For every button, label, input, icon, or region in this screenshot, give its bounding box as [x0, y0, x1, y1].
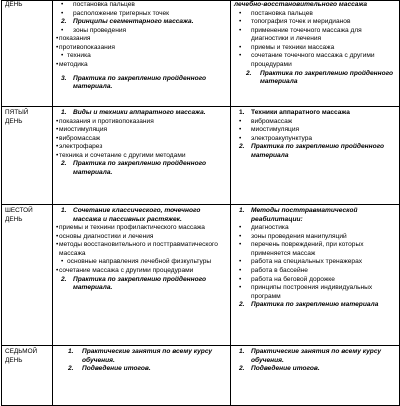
item-number: 2. — [68, 365, 74, 373]
numbered-item — [234, 143, 396, 160]
day-label: ПЯТЫЙ ДЕНЬ — [5, 109, 29, 125]
numbered-item — [234, 109, 396, 118]
numbered-item — [56, 276, 227, 293]
item-number: 1. — [239, 109, 245, 116]
list-item: • миостимуляция — [56, 126, 227, 135]
item-text: Подведение итогов. — [82, 365, 151, 373]
theory-cell — [53, 205, 231, 346]
day-cell — [2, 1, 53, 107]
numbered-item — [234, 70, 396, 87]
item-text: Практика по закреплению пройденного материала. — [73, 74, 207, 91]
list-item: • вибромассаж — [56, 135, 227, 144]
item-text: Методы посттравматической реабилитации: — [251, 207, 358, 223]
numbered-item — [56, 207, 227, 224]
day-cell — [2, 346, 53, 406]
item-text: Виды и техники аппаратного массажа. — [73, 109, 206, 116]
list-item: • электрофарез — [56, 143, 227, 152]
practice-cell — [231, 107, 400, 205]
list-item: • показания — [56, 35, 227, 44]
list-item: • работа на беговой дорожке — [234, 276, 396, 285]
list-item: • диагностика — [234, 224, 396, 233]
schedule-row — [2, 1, 400, 107]
item-number: 2. — [61, 275, 67, 283]
list-item: • перечень повреждений, при которых применяется массаж — [234, 241, 396, 258]
theory-cell — [53, 107, 231, 205]
numbered-item — [234, 207, 396, 224]
item-number: 1. — [68, 348, 74, 355]
list-item: • техника — [56, 52, 227, 61]
list-item: • методика — [56, 61, 227, 70]
numbered-item — [56, 348, 227, 365]
schedule-row — [2, 107, 400, 205]
list-item: • зоны проведения — [56, 27, 227, 36]
numbered-item — [234, 301, 396, 310]
item-text: Практика по закреплению пройденного материала. — [73, 275, 207, 292]
list-item: • применение точечного массажа для диагностики и лечения — [234, 27, 396, 44]
list-item: • сочетание точечного массажа с другими процедурами — [234, 52, 396, 69]
item-number: 2. — [239, 143, 245, 151]
practice-cell — [231, 205, 400, 346]
item-text: Практика по закреплению пройденного материала — [260, 69, 394, 86]
list-item: • противопоказания — [56, 44, 227, 53]
item-number: 2. — [61, 18, 67, 26]
item-text: Практические занятия по всему курсу обучения. — [82, 348, 213, 364]
list-item: • миостимуляция — [234, 126, 396, 135]
list-item: • принципы построения индивидуальных программ — [234, 284, 396, 301]
numbered-item — [56, 365, 227, 374]
list-item: • работа на специальных тренажерах — [234, 258, 396, 267]
list-item: • показания и противопоказания — [56, 118, 227, 127]
list-item: • приемы и технини профилактического массажа — [56, 224, 227, 233]
practice-cell — [231, 1, 400, 107]
numbered-item — [56, 109, 227, 118]
practice-cell — [231, 346, 400, 406]
item-number: 3. — [61, 74, 67, 82]
item-number: 1. — [239, 207, 245, 214]
section-title: лечебно-восстановительного массажа — [234, 1, 368, 8]
list-item: • приемы и техники массажа — [234, 44, 396, 53]
list-item: • зоны проведения манипуляций — [234, 233, 396, 242]
list-item: • вибромассаж — [234, 118, 396, 127]
theory-cell — [53, 1, 231, 107]
item-number: 1. — [61, 109, 67, 116]
list-item: • постановка пальцев — [234, 10, 396, 19]
numbered-item — [56, 18, 227, 27]
item-number: 1. — [239, 348, 245, 355]
item-text: Подведение итогов. — [251, 365, 320, 373]
list-item: • техника и сочетание с другими методами — [56, 152, 227, 161]
schedule-row — [2, 205, 400, 346]
item-number: 2. — [239, 365, 245, 373]
list-item: • методы восстановительного и посттравматического массажа — [56, 241, 227, 258]
day-label: ШЕСТОЙ ДЕНЬ — [5, 207, 33, 223]
list-item: • работа в бассейне — [234, 267, 396, 276]
item-text: Техники аппаратного массажа — [251, 109, 350, 116]
item-text: Практика по закреплению пройденного материала. — [73, 160, 207, 176]
item-text: Практика по закреплению материала — [251, 301, 379, 309]
item-number: 1. — [61, 207, 67, 214]
list-item: • сочетание массажа с другими процедурами — [56, 267, 227, 276]
item-number: 2. — [239, 301, 245, 309]
course-schedule-table — [1, 0, 400, 406]
day-cell — [2, 205, 53, 346]
list-item: • расположение тригерных точек — [56, 10, 227, 19]
schedule-row — [2, 346, 400, 406]
item-text: Принципы сегментарного массажа. — [73, 18, 194, 26]
item-text: Практические занятия по всему курсу обучения. — [251, 348, 382, 364]
item-text: Сочетание классического, точечного массажа и пассивных растяжек. — [73, 207, 201, 223]
day-cell — [2, 107, 53, 205]
day-label: ДЕНЬ — [5, 1, 23, 8]
list-item: • постановка пальцев — [56, 1, 227, 10]
theory-cell — [53, 346, 231, 406]
numbered-item — [234, 348, 396, 365]
item-number: 2. — [246, 69, 252, 77]
numbered-item — [56, 75, 227, 92]
item-text: Практика по закреплению пройденного материала — [251, 143, 385, 159]
item-number: 2. — [61, 160, 67, 168]
list-item: • топография точек и меридианов — [234, 18, 396, 27]
numbered-item — [234, 365, 396, 374]
list-item: • основные направления лечебной физкультуры — [56, 258, 227, 267]
list-item: • электроакупунктура — [234, 135, 396, 144]
list-item: • основы диагностики и лечения — [56, 233, 227, 242]
day-label: СЕДЬМОЙ ДЕНЬ — [5, 348, 38, 364]
numbered-item — [56, 160, 227, 177]
